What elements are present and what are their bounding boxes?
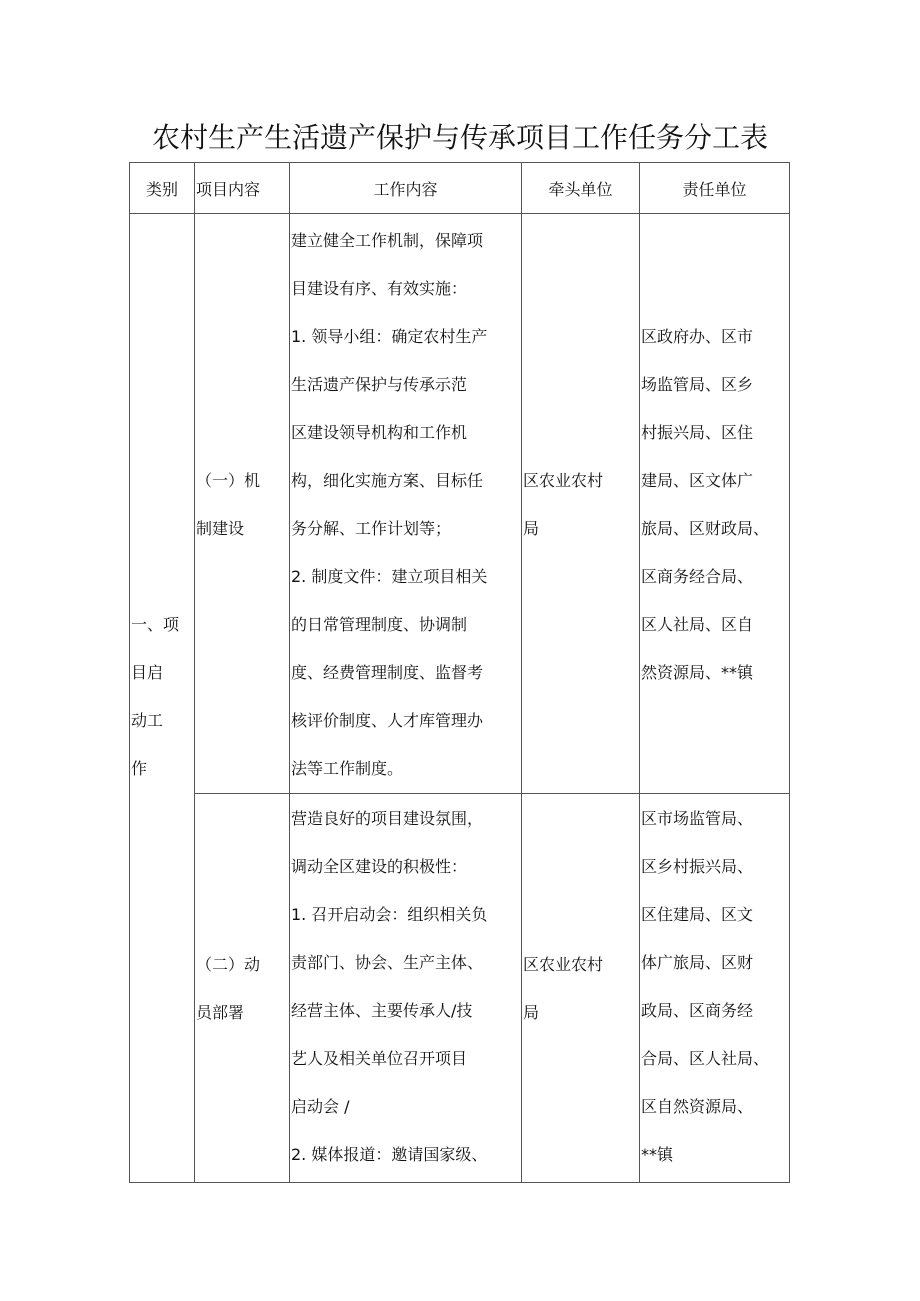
lead-line: 区农业农村 (523, 955, 604, 974)
header-category: 类别 (129, 162, 195, 214)
responsible-line: 区自然资源局、 (641, 1097, 754, 1116)
work-line: 启动会 / (291, 1097, 350, 1116)
responsible-line: 场监管局、区乡 (641, 375, 754, 394)
category-line: 目启 (131, 663, 164, 682)
responsible-cell (639, 213, 790, 794)
responsible-line: 旅局、区财政局、 (641, 519, 770, 538)
responsible-line: 村振兴局、区住 (641, 423, 754, 442)
responsible-line: 政局、区商务经 (641, 1001, 754, 1020)
lead-line: 局 (523, 1003, 540, 1022)
responsible-line: 区人社局、区自 (641, 615, 754, 634)
work-line: 艺人及相关单位召开项目 (291, 1049, 468, 1068)
lead-line: 局 (523, 519, 540, 538)
work-line: 生活遗产保护与传承示范 (291, 375, 468, 394)
work-line: 务分解、工作计划等； (291, 519, 452, 538)
responsible-cell (639, 793, 790, 1183)
lead-cell (521, 213, 640, 794)
responsible-line: 区住建局、区文 (641, 905, 754, 924)
lead-cell (521, 793, 640, 1183)
responsible-line: **镇 (641, 1145, 674, 1164)
item-line: 制建设 (196, 519, 245, 538)
category-cell (129, 213, 195, 1183)
work-line: 度、经费管理制度、监督考 (291, 663, 484, 682)
work-line: 2. 媒体报道：邀请国家级、 (291, 1145, 488, 1164)
item-line: （二）动 (196, 955, 261, 974)
header-lead: 牵头单位 (521, 162, 640, 214)
responsible-line: 然资源局、**镇 (641, 663, 754, 682)
responsible-line: 合局、区人社局、 (641, 1049, 770, 1068)
category-line: 一、项 (131, 615, 180, 634)
work-line: 的日常管理制度、协调制 (291, 615, 468, 634)
work-line: 目建设有序、有效实施： (291, 279, 468, 298)
responsible-line: 区商务经合局、 (641, 567, 754, 586)
work-line: 建立健全工作机制，保障项 (291, 231, 484, 250)
header-work: 工作内容 (289, 162, 522, 214)
work-line: 核评价制度、人才库管理办 (291, 711, 484, 730)
category-line: 作 (131, 759, 148, 778)
work-line: 法等工作制度。 (291, 759, 404, 778)
item-line: （一）机 (196, 471, 261, 490)
work-line: 营造良好的项目建设氛围， (291, 809, 484, 828)
document-title: 农村生产生活遗产保护与传承项目工作任务分工表 (151, 121, 768, 154)
item-cell (194, 213, 290, 794)
responsible-line: 区乡村振兴局、 (641, 857, 754, 876)
lead-line: 区农业农村 (523, 471, 604, 490)
work-cell (289, 213, 522, 794)
responsible-line: 区政府办、区市 (641, 327, 754, 346)
header-item: 项目内容 (194, 162, 290, 214)
work-line: 责部门、协会、生产主体、 (291, 953, 484, 972)
item-line: 员部署 (196, 1003, 245, 1022)
responsible-line: 建局、区文体广 (641, 471, 754, 490)
work-line: 1. 领导小组：确定农村生产 (291, 327, 488, 346)
work-line: 2. 制度文件：建立项目相关 (291, 567, 488, 586)
responsible-line: 体广旅局、区财 (641, 953, 754, 972)
item-cell (194, 793, 290, 1183)
category-line: 动工 (131, 711, 164, 730)
responsible-line: 区市场监管局、 (641, 809, 754, 828)
work-line: 构，细化实施方案、目标任 (291, 471, 484, 490)
work-line: 1. 召开启动会：组织相关负 (291, 905, 488, 924)
work-cell (289, 793, 522, 1183)
work-line: 经营主体、主要传承人/技 (291, 1001, 473, 1020)
work-line: 区建设领导机构和工作机 (291, 423, 468, 442)
work-line: 调动全区建设的积极性： (291, 857, 468, 876)
header-responsible: 责任单位 (639, 162, 790, 214)
